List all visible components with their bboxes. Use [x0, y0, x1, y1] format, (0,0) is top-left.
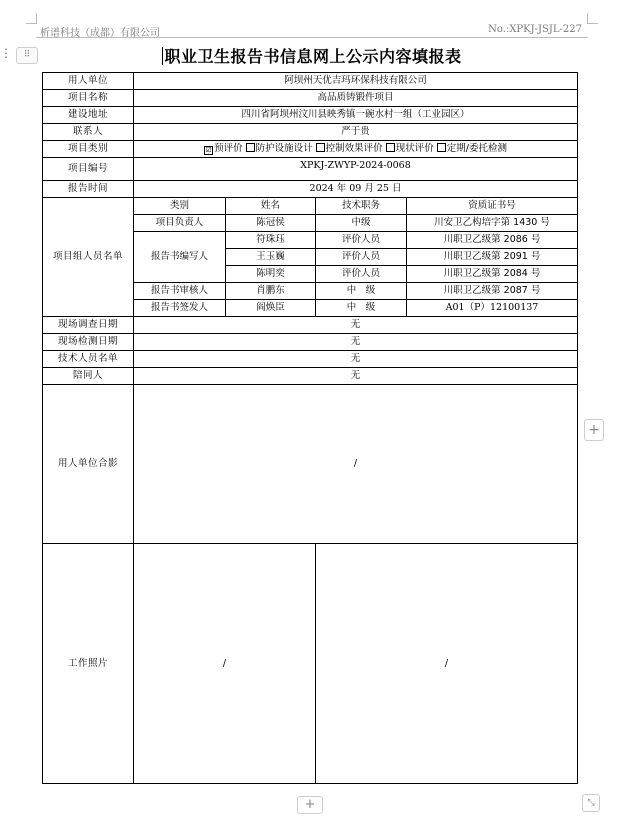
group-photo-label: 用人单位合影: [43, 385, 134, 544]
project-no-value[interactable]: XPKJ-ZWYP-2024-0068: [134, 158, 578, 181]
report-time-label: 报告时间: [43, 181, 134, 198]
table-row: [43, 368, 578, 385]
table-row: [43, 73, 578, 90]
contact-value[interactable]: 严于贵: [134, 124, 578, 141]
writer-cert[interactable]: 川职卫乙级第 2086 号: [407, 232, 578, 249]
page-corner-mark: [26, 13, 37, 24]
header-company: 析谱科技（成都）有限公司: [40, 28, 160, 39]
work-photo-left-cell[interactable]: /: [134, 544, 316, 784]
table-row: [43, 158, 578, 181]
table-drag-handle-icon[interactable]: ⠿: [16, 47, 38, 64]
tech-staff-value[interactable]: 无: [134, 351, 578, 368]
report-time-value[interactable]: 2024 年 09 月 25 日: [134, 181, 578, 198]
members-header-category: 类别: [134, 198, 226, 215]
address-label: 建设地址: [43, 107, 134, 124]
leader-title[interactable]: 中级: [316, 215, 407, 232]
site-survey-label: 现场调查日期: [43, 317, 134, 334]
option-protection-design[interactable]: 防护设施设计: [246, 143, 313, 154]
leader-cert[interactable]: 川安卫乙构培字第 1430 号: [407, 215, 578, 232]
header-doc-number: No.:XPKJ-JSJL-227: [488, 24, 582, 35]
writer-name[interactable]: 陈明奕: [226, 266, 316, 283]
page-title-text: 职业卫生报告书信息网上公示内容填报表: [164, 47, 462, 66]
address-value[interactable]: 四川省阿坝州汶川县映秀镇一碗水村一组（工业园区）: [134, 107, 578, 124]
writer-name[interactable]: 王玉巍: [226, 249, 316, 266]
writer-cert[interactable]: 川职卫乙级第 2091 号: [407, 249, 578, 266]
header-divider: [36, 37, 588, 38]
reviewer-title[interactable]: 中 级: [316, 283, 407, 300]
add-row-button[interactable]: +: [297, 796, 323, 814]
signer-title[interactable]: 中 级: [316, 300, 407, 317]
report-table: [42, 72, 578, 784]
page-corner-mark: [587, 13, 598, 24]
option-status-evaluation[interactable]: 现状评价: [386, 143, 434, 154]
table-row: [43, 317, 578, 334]
leader-category: 项目负责人: [134, 215, 226, 232]
table-row: [43, 385, 578, 544]
members-header-name: 姓名: [226, 198, 316, 215]
table-row: [43, 107, 578, 124]
writer-title[interactable]: 评价人员: [316, 232, 407, 249]
table-row: [43, 124, 578, 141]
table-row: [43, 334, 578, 351]
site-test-value[interactable]: 无: [134, 334, 578, 351]
site-test-label: 现场检测日期: [43, 334, 134, 351]
page-title: [0, 44, 624, 67]
work-photos-label: 工作照片: [43, 544, 134, 784]
option-control-effect[interactable]: 控制效果评价: [316, 143, 383, 154]
add-column-button[interactable]: +: [584, 419, 604, 441]
table-resize-icon[interactable]: ⤡: [582, 794, 600, 812]
writer-category: 报告书编写人: [134, 232, 226, 283]
leader-name[interactable]: 陈冠侯: [226, 215, 316, 232]
checkbox-icon[interactable]: [316, 143, 325, 152]
checkbox-icon[interactable]: [437, 143, 446, 152]
writer-name[interactable]: 符珠珏: [226, 232, 316, 249]
project-type-label: 项目类别: [43, 141, 134, 158]
project-no-label: 项目编号: [43, 158, 134, 181]
group-photo-cell[interactable]: /: [134, 385, 578, 544]
writer-title[interactable]: 评价人员: [316, 266, 407, 283]
table-row: [43, 198, 578, 215]
project-type-options: [134, 141, 578, 158]
checkbox-icon[interactable]: [246, 143, 255, 152]
employer-value[interactable]: 阿坝州天优吉玛环保科技有限公司: [134, 73, 578, 90]
checkbox-icon[interactable]: [386, 143, 395, 152]
table-row: [43, 181, 578, 198]
option-pre-evaluation[interactable]: ☑ 预评价: [205, 143, 243, 154]
reviewer-cert[interactable]: 川职卫乙级第 2087 号: [407, 283, 578, 300]
writer-title[interactable]: 评价人员: [316, 249, 407, 266]
table-row: [43, 141, 578, 158]
members-header-cert: 资质证书号: [407, 198, 578, 215]
employer-label: 用人单位: [43, 73, 134, 90]
escort-label: 陪同人: [43, 368, 134, 385]
reviewer-name[interactable]: 肖鹏东: [226, 283, 316, 300]
table-row: [43, 544, 578, 784]
signer-name[interactable]: 阎焕臣: [226, 300, 316, 317]
project-name-value[interactable]: 高品质铸锻件项目: [134, 90, 578, 107]
reviewer-category: 报告书审核人: [134, 283, 226, 300]
checkbox-checked-icon[interactable]: ☑: [205, 146, 212, 154]
tech-staff-label: 技术人员名单: [43, 351, 134, 368]
site-survey-value[interactable]: 无: [134, 317, 578, 334]
table-row: [43, 351, 578, 368]
writer-cert[interactable]: 川职卫乙级第 2084 号: [407, 266, 578, 283]
drag-dots-icon[interactable]: ⋮: [0, 46, 11, 60]
work-photo-right-cell[interactable]: /: [316, 544, 578, 784]
table-row: [43, 90, 578, 107]
option-periodic-testing[interactable]: 定期/委托检测: [437, 143, 507, 154]
contact-label: 联系人: [43, 124, 134, 141]
members-label: 项目组人员名单: [43, 198, 134, 317]
members-header-title: 技术职务: [316, 198, 407, 215]
signer-category: 报告书签发人: [134, 300, 226, 317]
signer-cert[interactable]: A01（P）12100137: [407, 300, 578, 317]
project-name-label: 项目名称: [43, 90, 134, 107]
escort-value[interactable]: 无: [134, 368, 578, 385]
